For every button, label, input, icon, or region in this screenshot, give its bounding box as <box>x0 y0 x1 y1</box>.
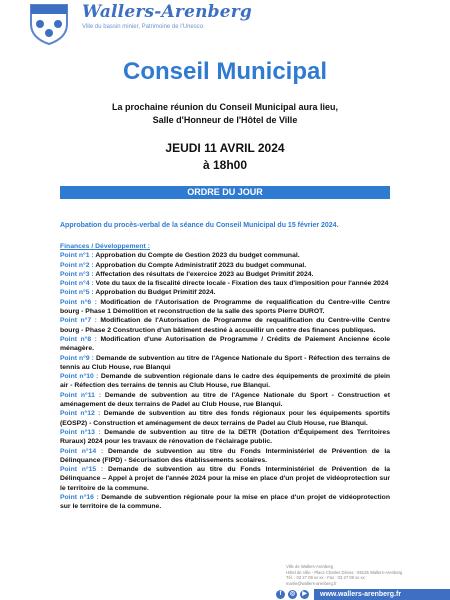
agenda-point-label: Point n°4 : <box>60 280 94 288</box>
approbation-text: Approbation du procès-verbal de la séance du Conseil Municipal du 15 février 2024. <box>60 222 339 229</box>
intro-line: Salle d'Honneur de l'Hôtel de Ville <box>152 115 298 125</box>
agenda-point-text: Demande de subvention au titre de l'Agence Nationale du Sport - Construction et aménagement de deux terrains de Padel au Club House, rue Blanqui. <box>60 391 390 409</box>
footer-line: mairie@wallers-arenberg.fr <box>286 580 337 586</box>
agenda-point-text: Demande de subvention régionale dans le cadre des équipements de proximité de plein air - Réfection des terrains de tennis au Club House, rue Blanqui. <box>60 373 391 390</box>
page-title: Conseil Municipal <box>122 58 328 85</box>
agenda-point-label: Point n°6 : <box>60 298 97 306</box>
agenda-point-text: Approbation du Budget Primitif 2024. <box>95 289 216 297</box>
footer-line: Ville de Wallers-Arenberg <box>286 564 334 569</box>
agenda-point-text: Approbation du Compte de Gestion 2023 du budget communal. <box>95 252 300 260</box>
agenda-point-label: Point n°12 : <box>60 410 101 418</box>
facebook-icon[interactable]: f <box>276 590 285 599</box>
agenda-point-label: Point n°9 : <box>60 354 94 362</box>
agenda-point-label: Point n°8 : <box>60 335 97 343</box>
agenda-point <box>60 335 390 354</box>
agenda-point-label: Point n°15 : <box>60 466 104 474</box>
agenda-point-label: Point n°11 : <box>60 391 102 399</box>
youtube-icon[interactable]: ▶ <box>300 590 309 599</box>
agenda-point-text: Demande de subvention au titre de l'Agence Nationale du Sport - Réfection des terrains de tennis au Club House, rue Blanqui <box>60 354 391 371</box>
agenda-point-text: Modification d'une Autorisation de Programme / Crédits de Paiement Ancienne école ménagère. <box>60 335 391 353</box>
agenda-point-text: Demande de subvention régionale pour la mise en place d'un projet de vidéoprotection sur le territoire de la commune. <box>60 494 390 511</box>
agenda-point <box>60 270 390 279</box>
agenda-point-label: Point n°14 : <box>60 447 104 455</box>
header <box>20 0 280 48</box>
agenda-point <box>60 391 390 410</box>
agenda-point <box>60 288 390 297</box>
agenda-point-text: Approbation du Compte Administratif 2023 du budget communal. <box>95 261 307 269</box>
intro <box>0 101 450 127</box>
meeting-time: à 18h00 <box>202 158 248 172</box>
agenda-point-text: Vote du taux de la fiscalité directe locale - Fixation des taux d'imposition pour l'année 2024 <box>95 280 389 288</box>
section-title: Finances / Développement : <box>60 243 150 250</box>
agenda-point <box>60 493 390 512</box>
logo-title: Wallers-Arenberg <box>82 2 253 22</box>
agenda <box>60 242 390 512</box>
instagram-icon[interactable]: ◎ <box>289 591 296 597</box>
footer-line: Hôtel de Ville - Place Charles Dévos - 59135 Wallers-Arenberg <box>286 569 403 575</box>
agenda-point-label: Point n°2 : <box>60 261 94 269</box>
intro-line: La prochaine réunion du Conseil Municipal aura lieu, <box>111 102 339 112</box>
agenda-point-label: Point n°5 : <box>60 289 94 297</box>
meeting-day: JEUDI 11 AVRIL 2024 <box>165 141 285 155</box>
agenda-point-label: Point n°3 : <box>60 270 94 278</box>
agenda-point-label: Point n°16 : <box>60 494 99 502</box>
website-link[interactable]: www.wallers-arenberg.fr <box>314 589 450 600</box>
agenda-point-label: Point n°1 : <box>60 252 94 260</box>
agenda-point <box>60 298 390 317</box>
points-list <box>60 251 390 511</box>
agenda-point <box>60 372 390 391</box>
footer-info <box>286 564 436 586</box>
agenda-point <box>60 251 390 260</box>
footer-line: Tél. : 03 27 09 xx xx - Fax : 03 27 09 xx xx <box>286 575 365 581</box>
agenda-point <box>60 428 390 447</box>
agenda-point-text: Affectation des résultats de l'exercice 2023 au Budget Primitif 2024. <box>95 270 314 278</box>
agenda-point-text: Demande de subvention au titre de la DETR (Dotation d'Équipement des Territoires Ruraux) 2024 pour les travaux de rénovation de l'éclairage public. <box>60 428 390 446</box>
agenda-point <box>60 316 390 335</box>
coat-of-arms-icon <box>28 2 70 46</box>
agenda-point <box>60 447 390 466</box>
agenda-point <box>60 279 390 288</box>
agenda-point-text: Demande de subvention au titre du Fonds Interministériel de Prévention de la Délinquance (FIPD) - Sécurisation des établissements scolaires. <box>60 447 390 464</box>
agenda-point-text: Modification de l'Autorisation de Programme de requalification du Centre-ville Centre bourg - Phase 2 Construction d'un bâtiment destiné à accueillir un centre des finances publiques. <box>60 317 391 334</box>
meeting-date <box>0 140 450 174</box>
logo-tagline: Ville du bassin minier, Patrimoine de l'Unesco <box>82 24 204 30</box>
agenda-point <box>60 354 390 373</box>
agenda-point <box>60 465 390 493</box>
agenda-point-label: Point n°7 : <box>60 317 97 325</box>
agenda-point-text: Modification de l'Autorisation de Programme de requalification du Centre-ville Centre bourg - Phase 1 Démolition et reconstruction de la salle des sports Pierre DUROT. <box>60 298 391 316</box>
agenda-point-text: Demande de subvention au titre du Fonds Interministériel de Prévention de la Délinquance – Appel à projet de l'année 2024 pour la mise en place d'un projet de vidéoprotection sur le territoire de la commune. <box>60 466 390 492</box>
agenda-point <box>60 409 390 428</box>
agenda-point-label: Point n°13 : <box>60 428 101 436</box>
agenda-point-label: Point n°10 : <box>60 373 99 381</box>
ordre-du-jour-banner: ORDRE DU JOUR <box>60 186 390 199</box>
agenda-point <box>60 261 390 270</box>
agenda-point-text: Demande de subvention au titre des fonds régionaux pour les équipements sportifs (EOSP2) - Construction et aménagement de deux terrains de Padel au Club House, rue Blanqui. <box>60 410 391 427</box>
